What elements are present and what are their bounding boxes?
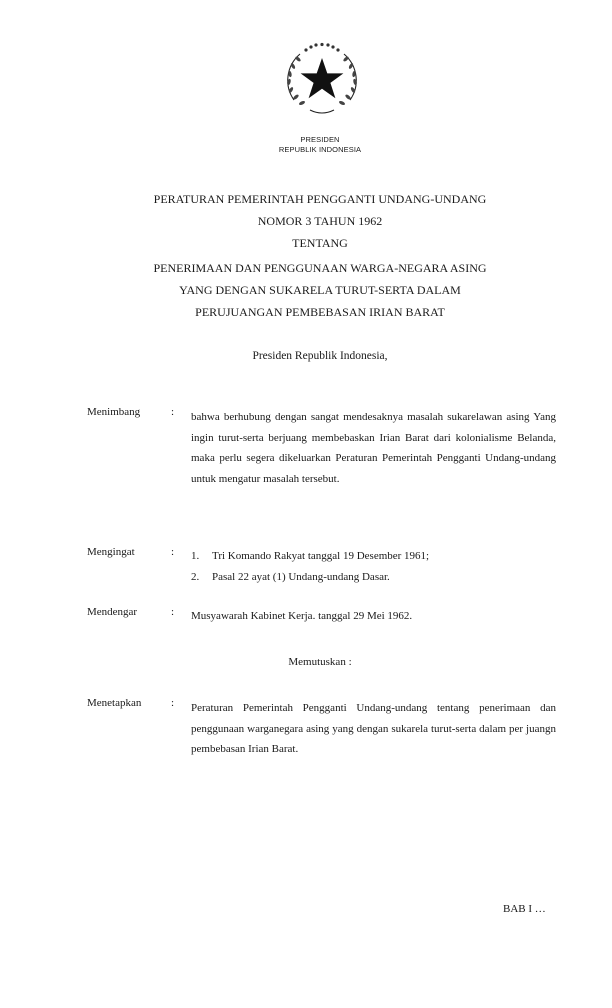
menetapkan-label: Menetapkan (87, 697, 142, 709)
menimbang-colon: : (171, 406, 175, 418)
mendengar-label: Mendengar (87, 606, 138, 618)
title-line-1: PERATURAN PEMERINTAH PENGGANTI UNDANG-UNDANG (153, 192, 487, 206)
decision-heading: Memutuskan : (288, 656, 352, 668)
title-line-5: YANG DENGAN SUKARELA TURUT-SERTA DALAM (179, 283, 461, 297)
mendengar-text: Musyawarah Kabinet Kerja. tanggal 29 Mei 1962. (191, 610, 413, 622)
letterhead-line-2: REPUBLIK INDONESIA (278, 145, 362, 154)
menimbang-label: Menimbang (87, 406, 141, 418)
title-line-6: PERUJUANGAN PEMBEBASAN IRIAN BARAT (195, 305, 445, 319)
title-line-4: PENERIMAAN DAN PENGGUNAAN WARGA-NEGARA ASING (153, 261, 487, 275)
list-item: 1. Tri Komando Rakyat tanggal 19 Desember 1961; (191, 550, 430, 562)
mengingat-list (191, 546, 429, 588)
letterhead-line-1: PRESIDEN (300, 135, 340, 144)
title-line-3: TENTANG (292, 236, 348, 250)
opening-statement: Presiden Republik Indonesia, (252, 350, 388, 362)
list-item: 2. Pasal 22 ayat (1) Undang-undang Dasar. (191, 571, 390, 583)
continuation-marker: BAB I … (503, 903, 546, 915)
menimbang-text: bahwa berhubung dengan sangat mendesaknya masalah sukarelawan asing Yang ingin turut-serta berjuang membebaskan Irian Barat dari kolonialisme Belanda, maka perlu segera dikeluarkan Peraturan Pemerintah Pengganti Undang-undang untuk mengatur masalah tersebut. (191, 411, 556, 485)
garuda-star-wreath-icon (280, 40, 364, 118)
menetapkan-colon: : (171, 697, 175, 709)
mendengar-colon: : (171, 606, 175, 618)
mengingat-label: Mengingat (87, 546, 135, 558)
title-line-2: NOMOR 3 TAHUN 1962 (257, 214, 383, 228)
menetapkan-text: Peraturan Pemerintah Pengganti Undang-undang tentang penerimaan dan penggunaan warganegara asing yang dengan sukarela turut-serta dalam per juangn pembebasan Irian Barat. (191, 702, 556, 755)
mengingat-colon: : (171, 546, 175, 558)
